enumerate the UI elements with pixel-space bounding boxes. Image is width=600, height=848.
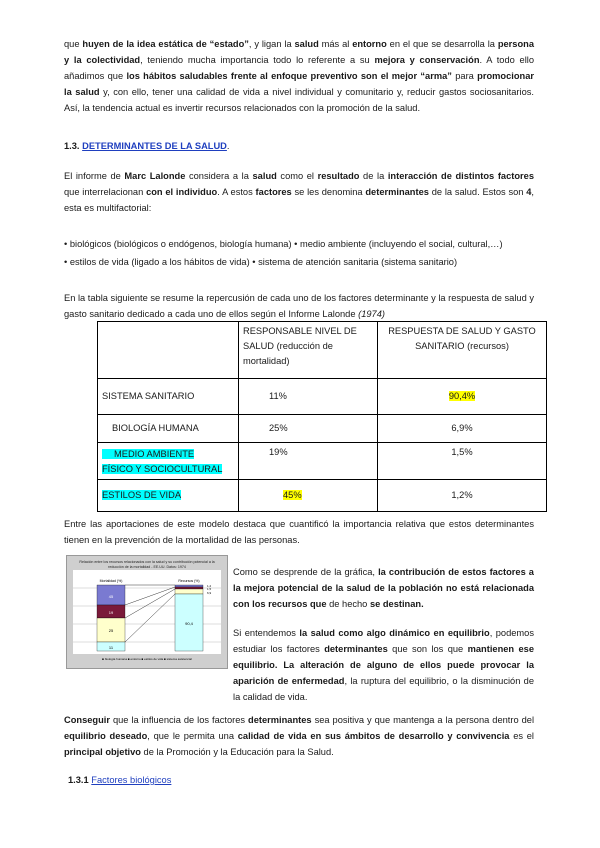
- table-row: [98, 443, 547, 480]
- chart-title: Relación entre los recursos relacionados con la salud y su contribución potencial a la reducción de la mortalidad - EE.UU. Datos: 1974: [79, 560, 215, 569]
- bar-value: 25: [108, 628, 114, 633]
- objective-paragraph: Conseguir que la influencia de los factores determinantes sea positiva y que mantenga a la persona dentro del equilibrio deseado, que le permita una calidad de vida en sus ámbitos de desarrollo y convivencia es el principal objetivo de la Promoción y la Educación para la Salud.: [64, 715, 535, 757]
- chart-comment-paragraph: Como se desprende de la gráfica, la contribución de estos factores a la mejora potencial de la salud de la población no está relacionada con los recursos que de hecho se destinan.: [233, 567, 534, 609]
- section-title-link[interactable]: DETERMINANTES DE LA SALUD: [82, 141, 227, 151]
- table-cell-factor: SISTEMA SANITARIO: [98, 379, 239, 415]
- table-cell-recursos: 6,9%: [378, 415, 547, 443]
- contributions-paragraph: Entre las aportaciones de este modelo destaca que cuantificó la importancia relativa que estos determinantes tienen en la prevención de la mortalidad de las personas.: [64, 519, 534, 545]
- bullet-line-2: • estilos de vida (ligado a los hábitos de vida) • sistema de atención sanitaria (sistema sanitario): [64, 257, 458, 267]
- table-cell-factor: MEDIO AMBIENTE FÍSICO Y SOCIOCULTURAL: [98, 443, 239, 480]
- table-header-row: [98, 322, 547, 379]
- table-header-recursos: RESPUESTA DE SALUD Y GASTO SANITARIO (recursos): [378, 322, 547, 379]
- table-intro: En la tabla siguiente se resume la repercusión de cada uno de los factores determinante y la respuesta de salud y gasto sanitario dedicado a cada uno de ellos según el Informe Lalonde (1974): [64, 293, 534, 319]
- subsection-title-link[interactable]: Factores biológicos: [91, 775, 172, 785]
- table-cell-mortalidad: 25%: [239, 415, 378, 443]
- table-row: [98, 379, 547, 415]
- table-row: [98, 415, 547, 443]
- table-row: [98, 480, 547, 512]
- lalonde-paragraph: El informe de Marc Lalonde considera a la salud como el resultado de la interacción de distintos factores que interrelacionan con el individuo. A estos factores se les denomina determinantes de la salud. Estos son 4, esta es multifactorial:: [64, 171, 535, 213]
- bar-value: 19: [108, 610, 114, 615]
- bar-segment: [175, 585, 203, 587]
- bar-value: 1,2: [207, 584, 212, 588]
- bar-segment: [175, 587, 203, 589]
- chart-label-left: Mortalidad (%): [99, 579, 123, 583]
- equilibrium-paragraph: Si entendemos la salud como algo dinámico en equilibrio, podemos estudiar los factores determinantes que son los que mantienen ese equilibrio. La alteración de alguno de ellos puede provocar la aparición de enfermedad, la ruptura del equilibrio, o la disminución de la calidad de vida.: [233, 628, 535, 702]
- bar-value: 45: [108, 594, 114, 599]
- chart-label-right: Recursos (%): [178, 579, 200, 583]
- chart-legend: ■ biología humana ■ entorno ■ estilos de vida ■ sistema asistencial: [102, 657, 192, 661]
- intro-paragraph: que huyen de la idea estática de “estado”, y ligan la salud más al entorno en el que se desarrolla la persona y la colectividad, teniendo mucha importancia todo lo referente a su mejora y conservación. A todo ello añadimos que los hábitos saludables frente al enfoque preventivo son el mejor “arma” para promocionar la salud y, con ello, tener una calidad de vida a nivel individual y comunitario y, reducir gastos sociosanitarios. Así, la tendencia actual es invertir recursos relacionados con la promoción de la salud.: [64, 39, 535, 113]
- table-header-mortalidad: RESPONSABLE NIVEL DE SALUD (reducción de mortalidad): [239, 322, 378, 379]
- table-cell-recursos: 1,5%: [378, 443, 547, 480]
- bar-segment: [175, 589, 203, 594]
- table-cell-mortalidad: 19%: [239, 443, 378, 480]
- section-heading: 1.3. DETERMINANTES DE LA SALUD.: [64, 141, 230, 151]
- bar-value: 1,5: [207, 587, 212, 591]
- table-cell-mortalidad: 45%: [239, 480, 378, 512]
- bar-value: 6,9: [207, 591, 212, 595]
- chart-plot: [67, 568, 227, 668]
- bar-value: 90,4: [185, 621, 193, 626]
- table-cell-recursos: 90,4%: [378, 379, 547, 415]
- lalonde-table: [97, 321, 547, 512]
- table-corner-cell: [98, 322, 239, 379]
- bullet-line-1: • biológicos (biológicos o endógenos, biología humana) • medio ambiente (incluyendo el social, cultural,…): [64, 239, 503, 249]
- table-cell-mortalidad: 11%: [239, 379, 378, 415]
- table-cell-factor: ESTILOS DE VIDA: [98, 480, 239, 512]
- bar-value: 11: [108, 645, 114, 650]
- subsection-heading: 1.3.1 Factores biológicos: [68, 775, 172, 785]
- resources-chart-image: [66, 555, 228, 669]
- table-cell-factor: BIOLOGÍA HUMANA: [98, 415, 239, 443]
- table-cell-recursos: 1,2%: [378, 480, 547, 512]
